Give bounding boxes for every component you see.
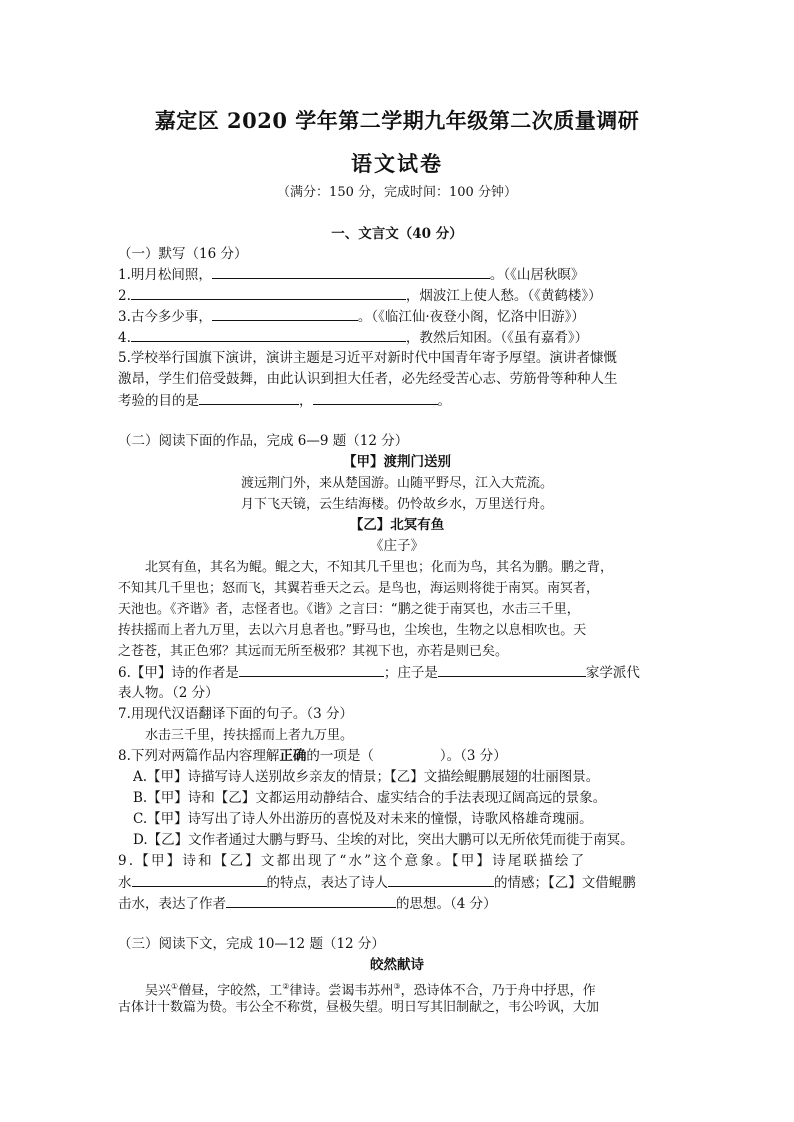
question-text: 1.明月松间照， <box>118 267 212 283</box>
option-d: D.【乙】文作者通过大鹏与野马、尘埃的对比，突出大鹏可以无所依凭而徙于南冥。 <box>133 832 634 848</box>
option-b: B.【甲】诗和【乙】文都运用动静结合、虚实结合的手法表现辽阔高远的景象。 <box>133 790 607 806</box>
option-a: A.【甲】诗描写诗人送别故乡亲友的情景；【乙】文描绘鲲鹏展翅的壮丽图景。 <box>133 769 600 785</box>
passage-title: 皎然献诗 <box>370 957 424 973</box>
part-heading: （二）阅读下面的作品，完成 6—9 题（12 分） <box>118 433 409 449</box>
question-5-line3 <box>118 390 678 412</box>
answer-blank[interactable] <box>199 390 299 405</box>
question-text: ，烟波江上使人愁。（《黄鹤楼》） <box>405 288 602 304</box>
question-text: 2. <box>118 288 131 304</box>
answer-blank[interactable] <box>212 306 358 321</box>
question-text: 。（《山居秋暝》 <box>489 267 585 283</box>
question-text: 的情感；【乙】文借鲲鹏 <box>494 875 636 891</box>
prose-line: 天池也。《齐谐》者，志怪者也。《谐》之言曰：“鹏之徙于南冥也，水击三千里， <box>118 602 580 617</box>
answer-blank[interactable] <box>226 893 396 908</box>
answer-blank[interactable] <box>388 872 494 887</box>
question-6-cont: 表人物。（2 分） <box>118 685 219 701</box>
prose-title: 【乙】北冥有鱼 <box>349 517 445 533</box>
question-text: 考验的目的是 <box>118 393 199 409</box>
exam-title: 嘉定区 2020 学年第二学期九年级第二次质量调研 <box>154 108 640 133</box>
footnote-marker: ① <box>171 982 179 991</box>
prose-line: 北冥有鱼，其名为鲲。鲲之大，不知其几千里也；化而为鸟，其名为鹏。鹏之背， <box>145 560 614 575</box>
question-text: 的特点，表达了诗人 <box>266 875 388 891</box>
question-text: 4. <box>118 330 131 346</box>
question-2 <box>118 285 678 307</box>
question-text: 。（《临江仙·夜登小阁，忆洛中旧游》） <box>357 309 585 325</box>
answer-blank[interactable] <box>132 872 267 887</box>
question-9-line1: 9.【甲】诗和【乙】文都出现了“水”这个意象。【甲】诗尾联描绘了 <box>118 853 587 869</box>
passage-text: 吴兴 <box>145 983 172 999</box>
question-9-line3 <box>118 893 678 915</box>
prose-author: 《庄子》 <box>370 538 424 554</box>
footnote-marker: ② <box>282 982 290 991</box>
answer-blank[interactable] <box>212 264 490 279</box>
option-c: C.【甲】诗写出了诗人外出游历的喜悦及对未来的憧憬，诗歌风格雄奇瑰丽。 <box>133 811 593 827</box>
question-5-line1: 5.学校举行国旗下演讲，演讲主题是习近平对新时代中国青年寄予厚望。演讲者慷慨 <box>118 350 617 366</box>
question-7: 7.用现代汉语翻译下面的句子。（3 分） <box>118 706 354 722</box>
part-heading: （一）默写（16 分） <box>118 246 248 262</box>
exam-note: （满分：150 分，完成时间：100 分钟） <box>277 185 517 200</box>
answer-blank[interactable] <box>438 662 586 677</box>
passage-text: ，恐诗体不合，乃于舟中抒思，作 <box>400 983 596 999</box>
poem-line: 渡远荆门外，来从楚国游。山随平野尽，江入大荒流。 <box>240 476 553 491</box>
question-text: ， <box>299 393 313 409</box>
exam-subject: 语文试卷 <box>351 151 443 176</box>
question-text: 8.下列对两篇作品内容理解 <box>118 748 280 764</box>
poem-title: 【甲】渡荆门送别 <box>343 454 451 470</box>
answer-blank[interactable] <box>313 390 438 405</box>
prose-line: 不知其几千里也；怒而飞，其翼若垂天之云。是鸟也，海运则将徙于南冥。南冥者， <box>118 581 600 596</box>
question-text: ）。（3 分） <box>439 748 507 764</box>
question-7-sentence: 水击三千里，抟扶摇而上者九万里。 <box>145 728 354 743</box>
question-text: 6.【甲】诗的作者是 <box>118 665 239 681</box>
question-text: 家学派代 <box>585 665 640 681</box>
passage-line: 古体计十数篇为贽。韦公全不称赏，昼极失望。明日写其旧制献之，韦公吟讽，大加 <box>118 1000 600 1015</box>
prose-line: 之苍苍，其正色邪？其远而无所至极邪？其视下也，亦若是则已矣。 <box>118 644 509 659</box>
question-3 <box>118 306 678 328</box>
question-text: ，教然后知困。（《虽有嘉肴》） <box>405 330 589 346</box>
poem-line: 月下飞天镜，云生结海楼。仍怜故乡水，万里送行舟。 <box>240 497 553 512</box>
question-text: 的一项是（ <box>306 748 374 764</box>
question-1 <box>118 264 678 286</box>
section-heading: 一、文言文（40 分） <box>331 226 463 242</box>
question-4 <box>118 327 678 349</box>
question-6 <box>118 662 678 684</box>
question-9-line2 <box>118 872 678 894</box>
passage-text: 律诗。尝谒韦苏州 <box>289 983 394 999</box>
question-text: 。 <box>437 393 451 409</box>
answer-blank[interactable] <box>131 327 406 342</box>
answer-blank[interactable] <box>239 662 384 677</box>
question-text: 水 <box>118 875 132 891</box>
passage-text: 僧昼，字皎然，工 <box>178 983 283 999</box>
prose-line: 抟扶摇而上者九万里，去以六月息者也。”野马也，尘埃也，生物之以息相吹也。天 <box>118 623 587 638</box>
question-text: ；庄子是 <box>383 665 438 681</box>
question-emphasis: 正确 <box>279 748 307 764</box>
question-text: 击水，表达了作者 <box>118 896 226 912</box>
question-8 <box>118 746 678 767</box>
answer-blank[interactable] <box>131 285 406 300</box>
question-text: 的思想。（4 分） <box>396 896 497 912</box>
question-text: 3.古今多少事， <box>118 309 212 325</box>
part-heading: （三）阅读下文，完成 10—12 题（12 分） <box>118 936 385 952</box>
question-5-line2: 激昂，学生们倍受鼓舞，由此认识到担大任者，必先经受苦心志、劳筋骨等种种人生 <box>118 371 618 387</box>
footnote-marker: ③ <box>393 982 401 991</box>
